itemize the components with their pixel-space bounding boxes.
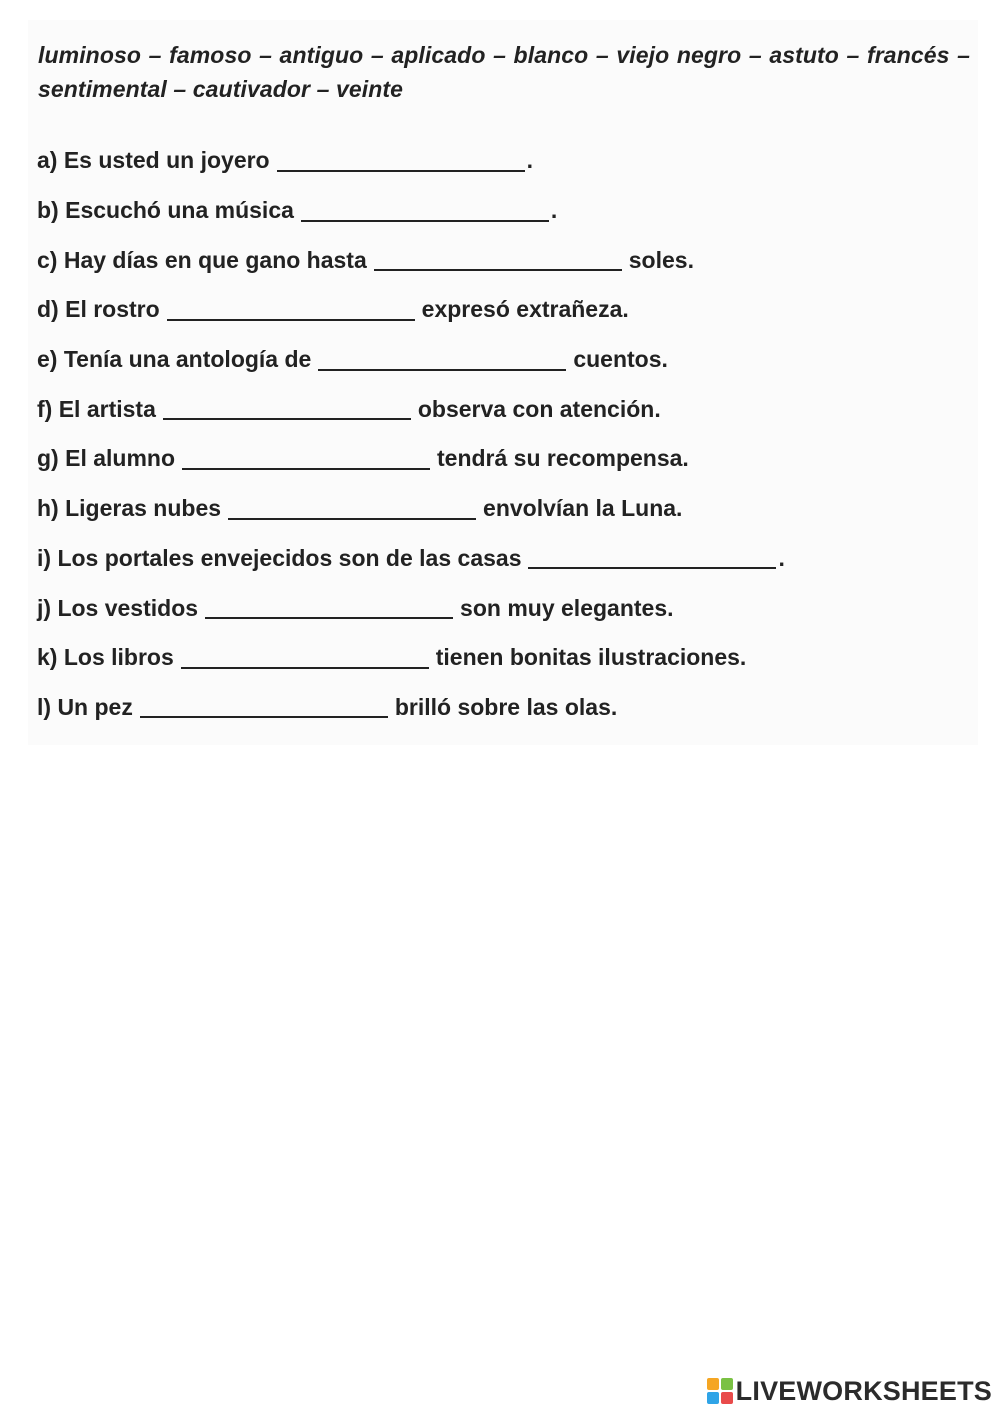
exercise-text-before: i) Los portales envejecidos son de las casas [37,544,522,571]
exercise-item-e [37,335,967,385]
exercise-item-j [37,583,967,633]
logo-square-3 [707,1392,719,1404]
exercise-item-i [37,534,967,584]
exercise-item-f [37,384,967,434]
exercise-text-after: soles. [628,246,694,273]
logo-square-2 [721,1378,733,1390]
answer-blank[interactable] [163,394,411,420]
exercise-text-before: e) Tenía una antología de [37,346,312,373]
exercise-text-before: h) Ligeras nubes [37,495,222,522]
exercise-text-before: l) Un pez [37,693,133,720]
exercise-text-after: envolvían la Luna. [483,495,683,522]
logo-square-4 [721,1392,733,1404]
answer-blank[interactable] [277,146,525,172]
logo-mark-icon [707,1378,733,1404]
answer-blank[interactable] [182,444,430,470]
exercise-text-after: . [778,544,785,571]
exercise-text-after: brilló sobre las olas. [394,693,618,720]
exercise-text-before: d) El rostro [37,296,160,323]
word-bank: luminoso – famoso – antiguo – aplicado – blanco – viejo negro – astuto – francés – sentimental – cautivador – veinte [38,42,970,102]
answer-blank[interactable] [181,643,429,669]
answer-blank[interactable] [228,494,476,520]
exercise-text-before: a) Es usted un joyero [37,147,270,174]
answer-blank[interactable] [301,196,549,222]
answer-blank[interactable] [167,295,415,321]
exercise-item-g [37,434,967,484]
exercise-item-d [37,285,967,335]
exercise-text-before: f) El artista [37,395,156,422]
exercise-text-after: expresó extrañeza. [421,296,629,323]
exercise-text-after: tienen bonitas ilustraciones. [435,644,747,671]
exercise-text-before: j) Los vestidos [37,594,199,621]
exercise-item-k [37,633,967,683]
answer-blank[interactable] [140,692,388,718]
exercise-text-before: b) Escuchó una música [37,197,294,224]
liveworksheets-logo [707,1377,992,1405]
answer-blank[interactable] [318,345,566,371]
answer-blank[interactable] [528,543,776,569]
exercise-list [37,136,967,732]
logo-square-1 [707,1378,719,1390]
exercise-item-b [37,186,967,236]
exercise-item-c [37,235,967,285]
exercise-item-a [37,136,967,186]
exercise-item-l [37,683,967,733]
exercise-text-after: cuentos. [573,346,668,373]
logo-text: LIVEWORKSHEETS [735,1375,992,1406]
exercise-text-after: tendrá su recompensa. [437,445,689,472]
exercise-text-before: c) Hay días en que gano hasta [37,246,367,273]
exercise-text-before: g) El alumno [37,445,175,472]
exercise-text-after: son muy elegantes. [460,594,674,621]
answer-blank[interactable] [205,593,453,619]
exercise-text-after: observa con atención. [417,395,661,422]
exercise-text-after: . [526,147,533,174]
exercise-text-before: k) Los libros [37,644,174,671]
exercise-item-h [37,484,967,534]
answer-blank[interactable] [374,245,622,271]
exercise-text-after: . [550,197,558,224]
